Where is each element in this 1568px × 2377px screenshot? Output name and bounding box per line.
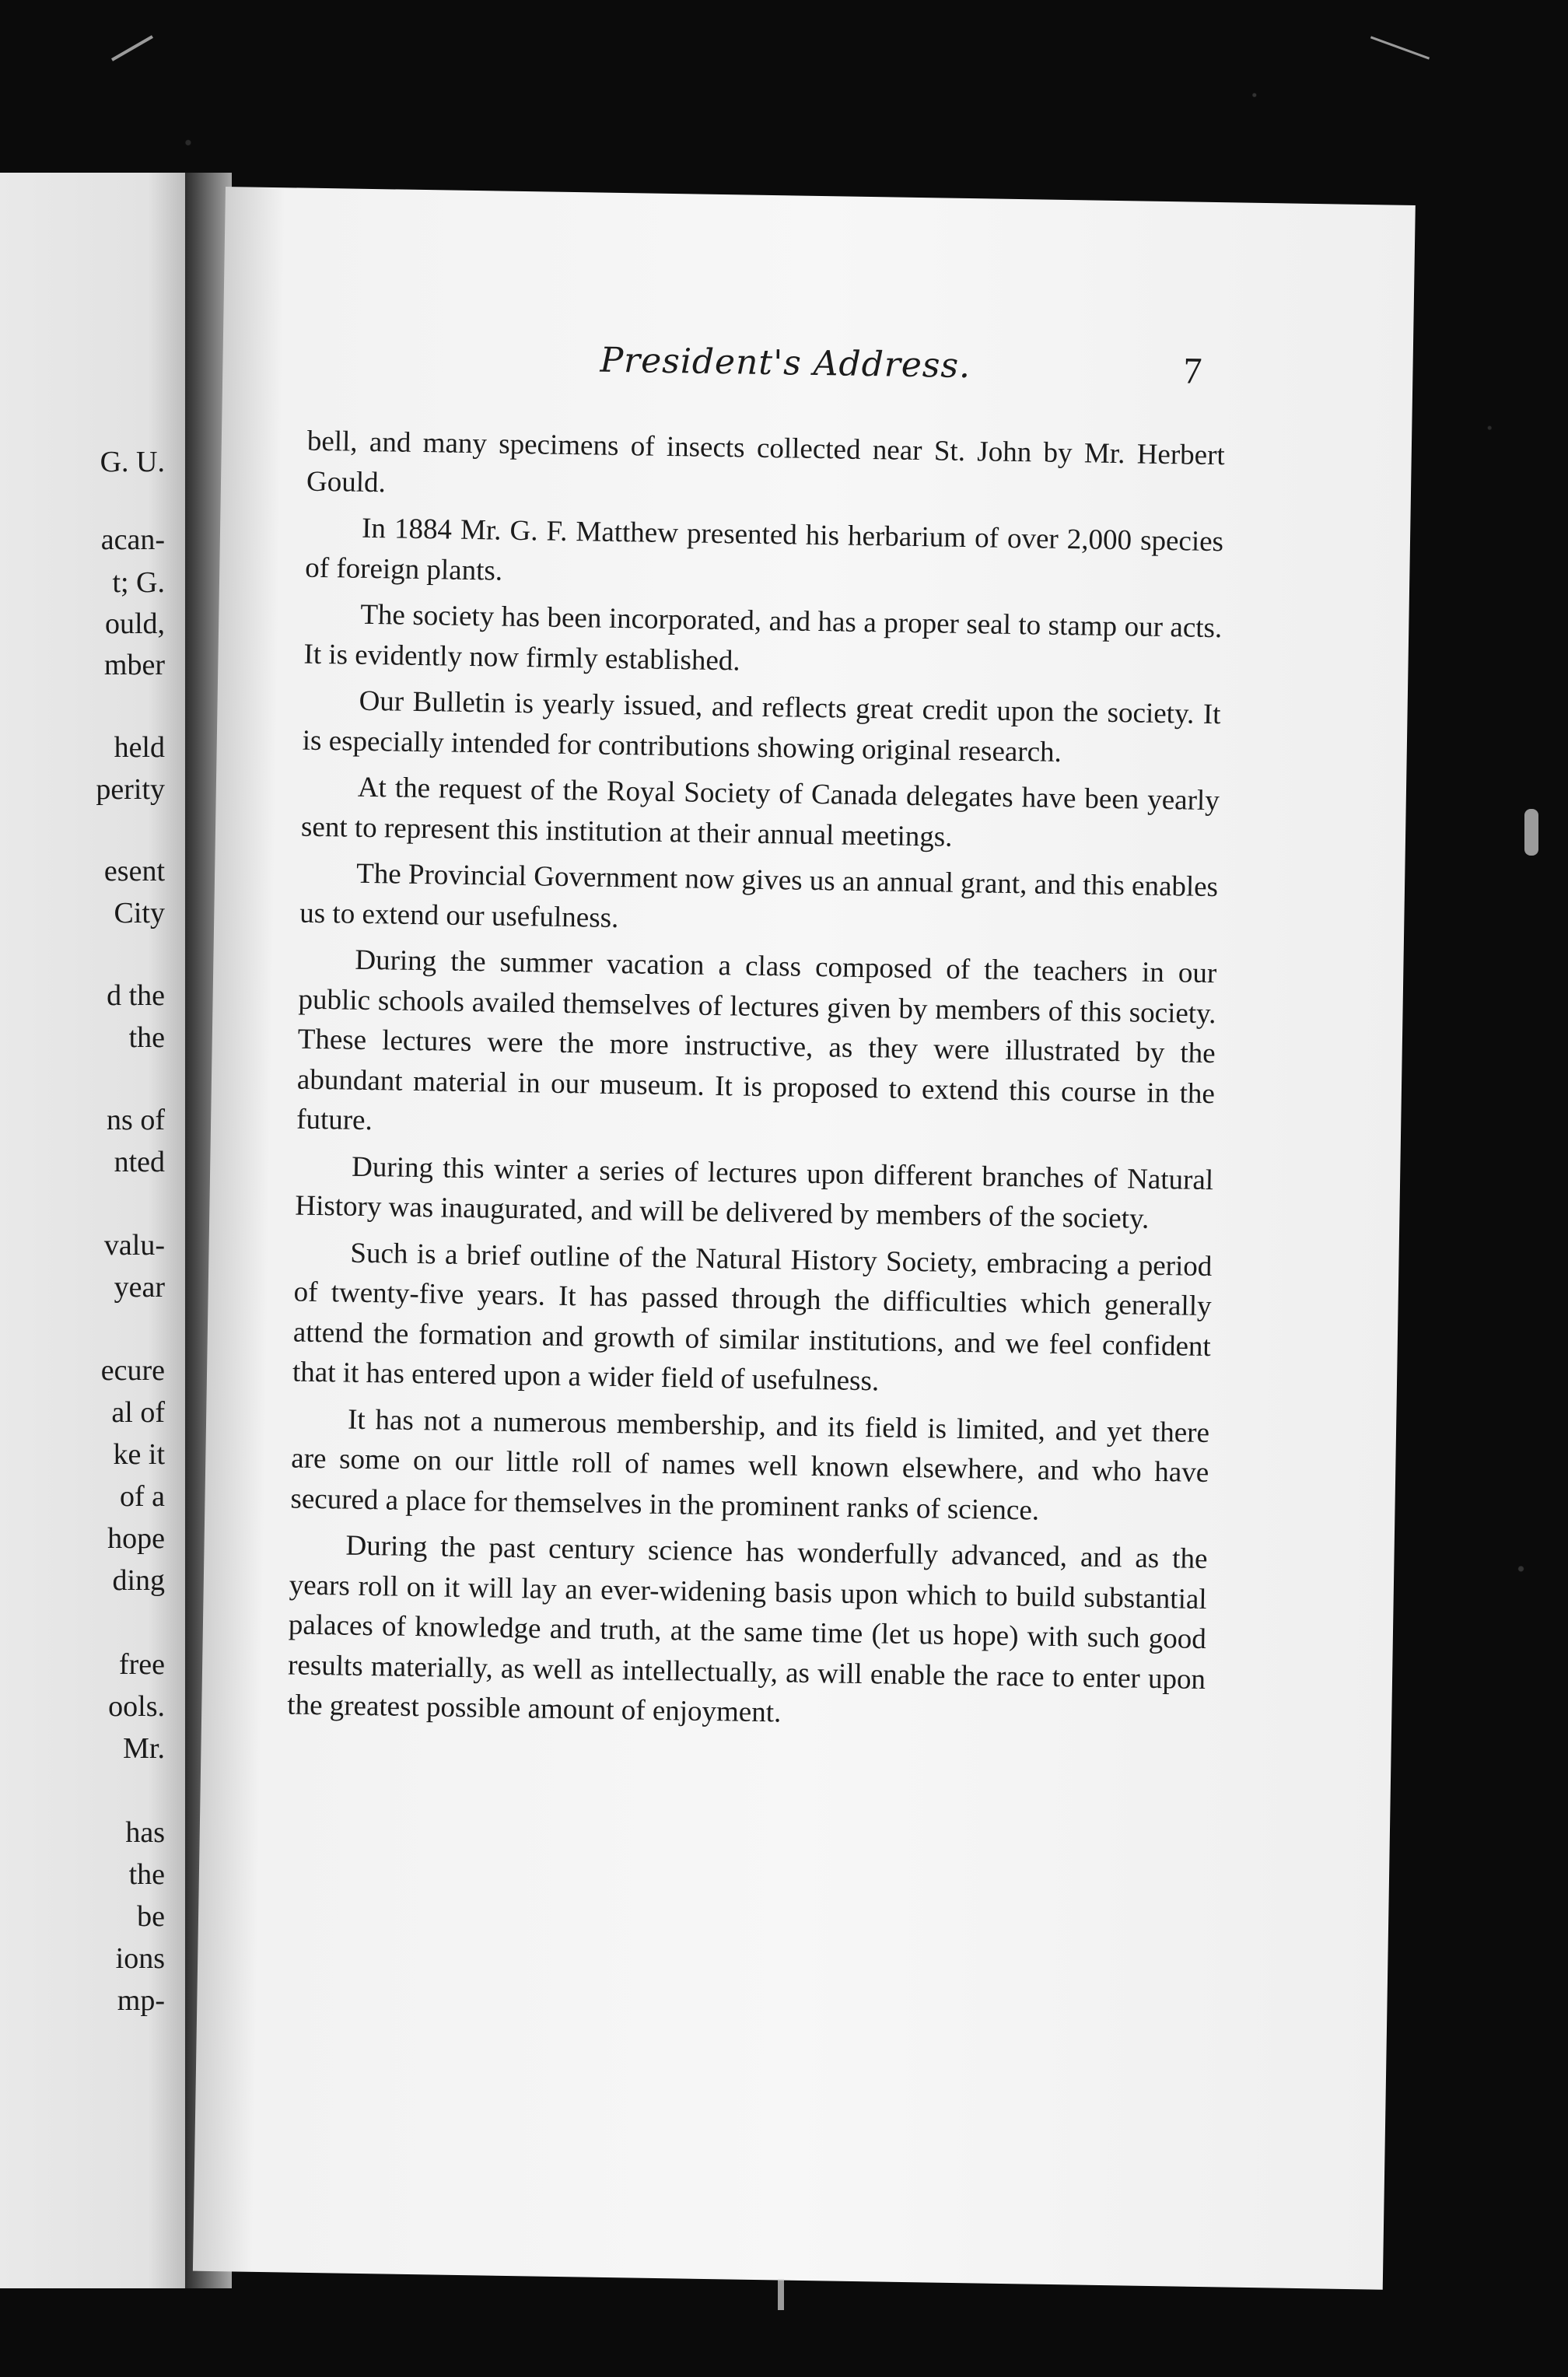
left-line: the [128,1858,165,1891]
left-line: the [128,1021,165,1054]
scan-scratch [1524,809,1538,856]
book-page [193,187,1416,2290]
paragraph: The Provincial Government now gives us an annual grant, and this enables us to extend our usefulness. [299,857,1219,934]
left-line: G. U. [100,446,165,478]
left-line: acan- [100,523,165,556]
body-text [287,422,1225,1740]
paragraph: At the request of the Royal Society of Canada delegates have been yearly sent to represent this institution at their annual meetings. [300,771,1220,853]
paragraph: bell, and many specimens of insects collected near St. John by Mr. Herbert Gould. [306,425,1226,499]
left-line: perity [96,773,165,806]
left-line: ould, [104,607,165,640]
paragraph: The society has been incorporated, and has a proper seal to stamp our acts. It is evidently now firmly established. [303,598,1223,677]
left-line: al of [111,1396,165,1429]
left-line: City [114,897,165,929]
left-line: ke it [113,1438,165,1471]
left-line: has [125,1816,165,1849]
left-line: ools. [108,1690,165,1723]
left-line: hope [107,1522,165,1555]
running-head: President's Address. [600,340,971,387]
left-line: ecure [100,1354,165,1387]
left-line: ions [115,1942,165,1975]
paragraph: Such is a brief outline of the Natural History Society, embracing a period of twenty-five years. It has passed through the difficulties which generally attend the formation and growth of similar institutions, and we feel confident that it has entered upon a wider field of usefulness. [292,1237,1213,1398]
left-line: free [118,1648,165,1681]
previous-page-text [0,173,185,2288]
left-line: ns of [107,1104,165,1136]
paragraph: During the past century science has wonderfully advanced, and as the years roll on it will lay an ever-widening basis upon which to build substantial palaces of knowledge and truth, at the same time (let us hope) with such good results materially, as well as intellectually, as will enable the race to enter upon the greatest possible amount of enjoyment. [287,1529,1208,1729]
paragraph: It has not a numerous membership, and its field is limited, and yet there are some on our little roll of names well known elsewhere, and who have secured a place for themselves in the prominent ranks of science. [290,1403,1210,1527]
previous-page-edge [0,173,185,2288]
left-line: mp- [117,1984,165,2017]
left-line: valu- [103,1229,165,1262]
left-line: mber [103,649,165,681]
left-line: ding [112,1564,165,1597]
paragraph: Our Bulletin is yearly issued, and reflects great credit upon the society. It is especially intended for contributions showing original research. [302,684,1221,768]
left-line: nted [114,1146,165,1178]
paragraph: During the summer vacation a class composed of the teachers in our public schools availed themselves of lectures given by members of this society. These lectures were the more instructive, as they were illustrated by the abundant material in our museum. It is proposed to extend this course in the future. [296,943,1217,1137]
paragraph: In 1884 Mr. G. F. Matthew presented his herbarium of over 2,000 species of foreign plants. [304,512,1224,587]
paragraph: During this winter a series of lectures upon different branches of Natural History was inaugurated, and will be delivered by members of the society. [295,1150,1214,1235]
left-line: t; G. [112,566,165,599]
left-line: of a [119,1480,165,1513]
left-line: held [114,731,165,764]
left-line: be [137,1900,165,1933]
left-line: esent [103,855,165,887]
left-line: Mr. [123,1732,165,1765]
page-number: 7 [1183,350,1202,392]
left-line: year [114,1271,165,1304]
scan-scratch [778,2279,784,2310]
left-line: d the [107,979,165,1012]
